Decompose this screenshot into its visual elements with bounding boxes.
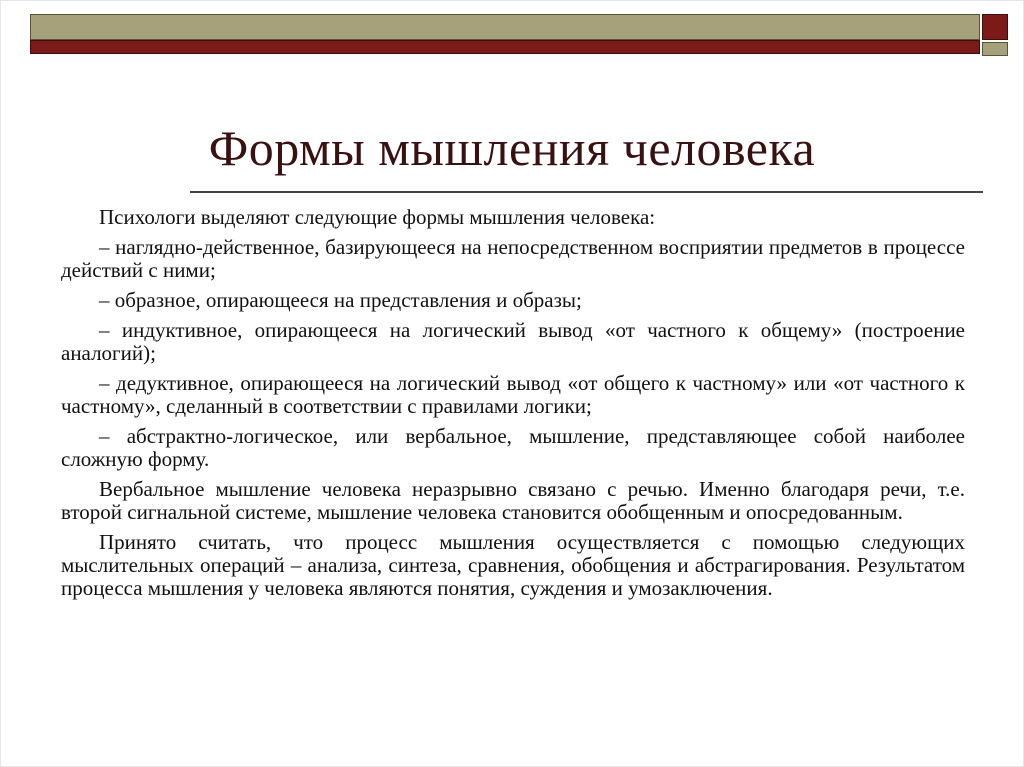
paragraph-intro: Психологи выделяют следующие формы мышления человека: [99,205,656,229]
corner-square-maroon [982,14,1008,40]
paragraph-operations: Принято считать, что процесс мышления осуществляется с помощью следующих мыслительных операций – анализа, синтеза, сравнения, обобщения и абстрагирования. Результатом процесса мышления у человека являются понятия, суждения и умозаключения. [61,530,965,600]
header-maroon-stripe [30,40,980,54]
paragraph-visual-action: – наглядно-действенное, базирующееся на непосредственном восприятии предметов в процессе действий с ними; [61,235,965,282]
corner-square-olive [982,42,1008,56]
slide-body [61,206,965,607]
paragraph-verbal: Вербальное мышление человека неразрывно связано с речью. Именно благодаря речи, т.е. второй сигнальной системе, мышление человека становится обобщенным и опосредованным. [61,477,965,524]
title-divider [190,191,983,193]
paragraph-inductive: – индуктивное, опирающееся на логический вывод «от частного к общему» (построение аналогий); [61,318,965,365]
header-corner-squares [982,14,1008,56]
paragraph-abstract-logical: – абстрактно-логическое, или вербальное, мышление, представляющее собой наиболее сложную форму. [61,424,965,471]
paragraph-imaginative: – образное, опирающееся на представления и образы; [99,288,582,312]
header-olive-stripe [30,14,980,40]
paragraph-deductive: – дедуктивное, опирающееся на логический вывод «от общего к частному» или «от частного к частному», сделанный в соответствии с правилами логики; [61,371,965,418]
header-decoration-bar [30,14,980,54]
slide-title: Формы мышления человека [208,120,816,176]
